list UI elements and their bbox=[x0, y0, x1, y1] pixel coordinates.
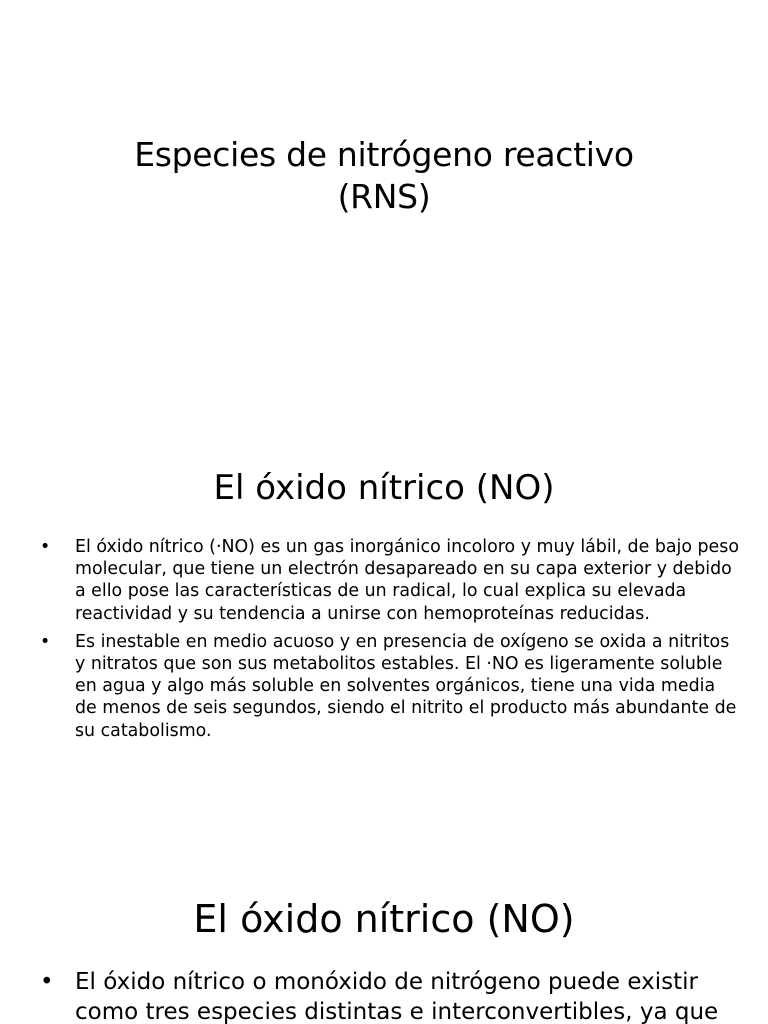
slide-1-title bbox=[0, 134, 768, 218]
slide-2-title: El óxido nítrico (NO) bbox=[213, 468, 555, 508]
slide-3-title: El óxido nítrico (NO) bbox=[193, 897, 575, 941]
bullet-text: El óxido nítrico (·NO) es un gas inorgánico incoloro y muy lábil, de bajo peso molecular, que tiene un electrón desapareado en su capa exterior y debido a ello pose las características de un radical, lo cual explica su elevada reactividad y su tendencia a unirse con hemoproteínas reducidas. bbox=[75, 537, 739, 624]
slide-2 bbox=[0, 400, 768, 824]
slide-1-title-line-2: (RNS) bbox=[337, 177, 431, 216]
slide-2-bullet-list bbox=[40, 536, 740, 748]
slide-3-bullet-list bbox=[40, 967, 750, 1024]
slide-3 bbox=[0, 824, 768, 1024]
bullet-dot-icon: • bbox=[40, 969, 54, 995]
slide-1 bbox=[0, 0, 768, 400]
slide-1-title-line-1: Especies de nitrógeno reactivo bbox=[134, 135, 634, 174]
bullet-item bbox=[40, 631, 740, 742]
bullet-dot-icon: • bbox=[40, 537, 51, 557]
bullet-item bbox=[40, 967, 750, 1024]
bullet-text: Es inestable en medio acuoso y en presencia de oxígeno se oxida a nitritos y nitratos que son sus metabolitos estables. El ·NO es ligeramente soluble en agua y algo más soluble en solventes orgánicos, tiene una vida media de menos de seis segundos, siendo el nitrito el producto más abundante de su catabolismo. bbox=[75, 631, 737, 741]
bullet-dot-icon: • bbox=[40, 631, 51, 652]
bullet-item bbox=[40, 536, 740, 625]
bullet-text: El óxido nítrico o monóxido de nitrógeno puede existir como tres especies distintas e interconvertibles, ya que bbox=[75, 969, 719, 1024]
